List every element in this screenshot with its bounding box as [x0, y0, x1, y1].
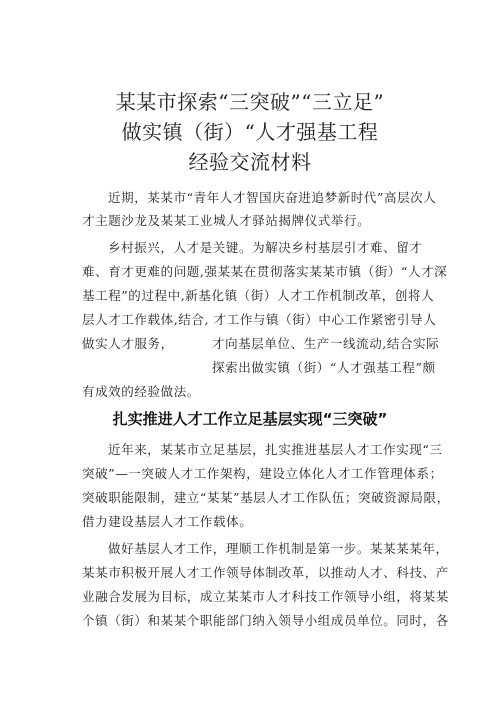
paragraph-2-line-5b: 才向基层单位、生产一线流动,结合实际	[212, 336, 440, 351]
paragraph-2-line-3: 基工程”的过程中,新基化镇（街）人才工作机制改革，创将人	[82, 288, 435, 303]
paragraph-4-line-1: 做好基层人才工作，理顺工作机制是第一步。某某某某年，	[108, 541, 449, 556]
paragraph-4-line-2: 某某市积极开展人才工作领导体制改革，以推动人才、科技、产	[82, 565, 449, 580]
paragraph-3-line-4: 借力建设基层人才工作载体。	[82, 514, 253, 529]
document-title-line-3: 经验交流材料	[188, 150, 312, 174]
paragraph-2-line-4: 层人才工作载体,结合, 才工作与镇（街）中心工作紧密引导人	[82, 312, 437, 327]
paragraph-2-line-1: 乡村振兴，人才是关键。为解决乡村基层引才难、留才	[108, 240, 423, 255]
section-heading: 扎实推进人才工作立足基层实现“三突破”	[112, 410, 388, 428]
paragraph-2-line-6: 探索出做实镇（街）“人才强基工程”颇	[212, 360, 436, 375]
paragraph-4-line-3: 业融合发展为目标，成立某某市人才科技工作领导小组，将某某	[82, 589, 449, 604]
paragraph-1-line-1: 近期，某某市“青年人才智国庆奋进追梦新时代”高层次人	[108, 190, 437, 205]
document-title-line-2: 做实镇（街）“人才强基工程	[121, 120, 379, 144]
paragraph-4-line-4: 个镇（街）和某某个职能部门纳入领导小组成员单位。同时，各	[82, 613, 449, 628]
paragraph-3-line-2: 突破”—一突破人才工作架构，建设立体化人才工作管理体系；	[82, 466, 443, 481]
paragraph-2-line-2: 难、育才更难的问题,强某某在贯彻落实某某市镇（街）“人才深	[82, 264, 448, 279]
paragraph-1-line-2: 才主题沙龙及某某工业城人才驿站揭牌仪式举行。	[82, 213, 371, 228]
paragraph-2-line-5a: 做实人才服务，	[82, 336, 174, 351]
paragraph-3-line-1: 近年来，某某市立足基层，扎实推进基层人才工作实现“三	[108, 442, 443, 457]
paragraph-3-line-3: 突破职能限制，建立“某某”基层人才工作队伍；突破资源局限，	[82, 490, 450, 505]
paragraph-2-line-7: 有成效的经验做法。	[82, 384, 200, 399]
document-title-line-1: 某某市探索“三突破”“三立足”	[115, 90, 385, 114]
